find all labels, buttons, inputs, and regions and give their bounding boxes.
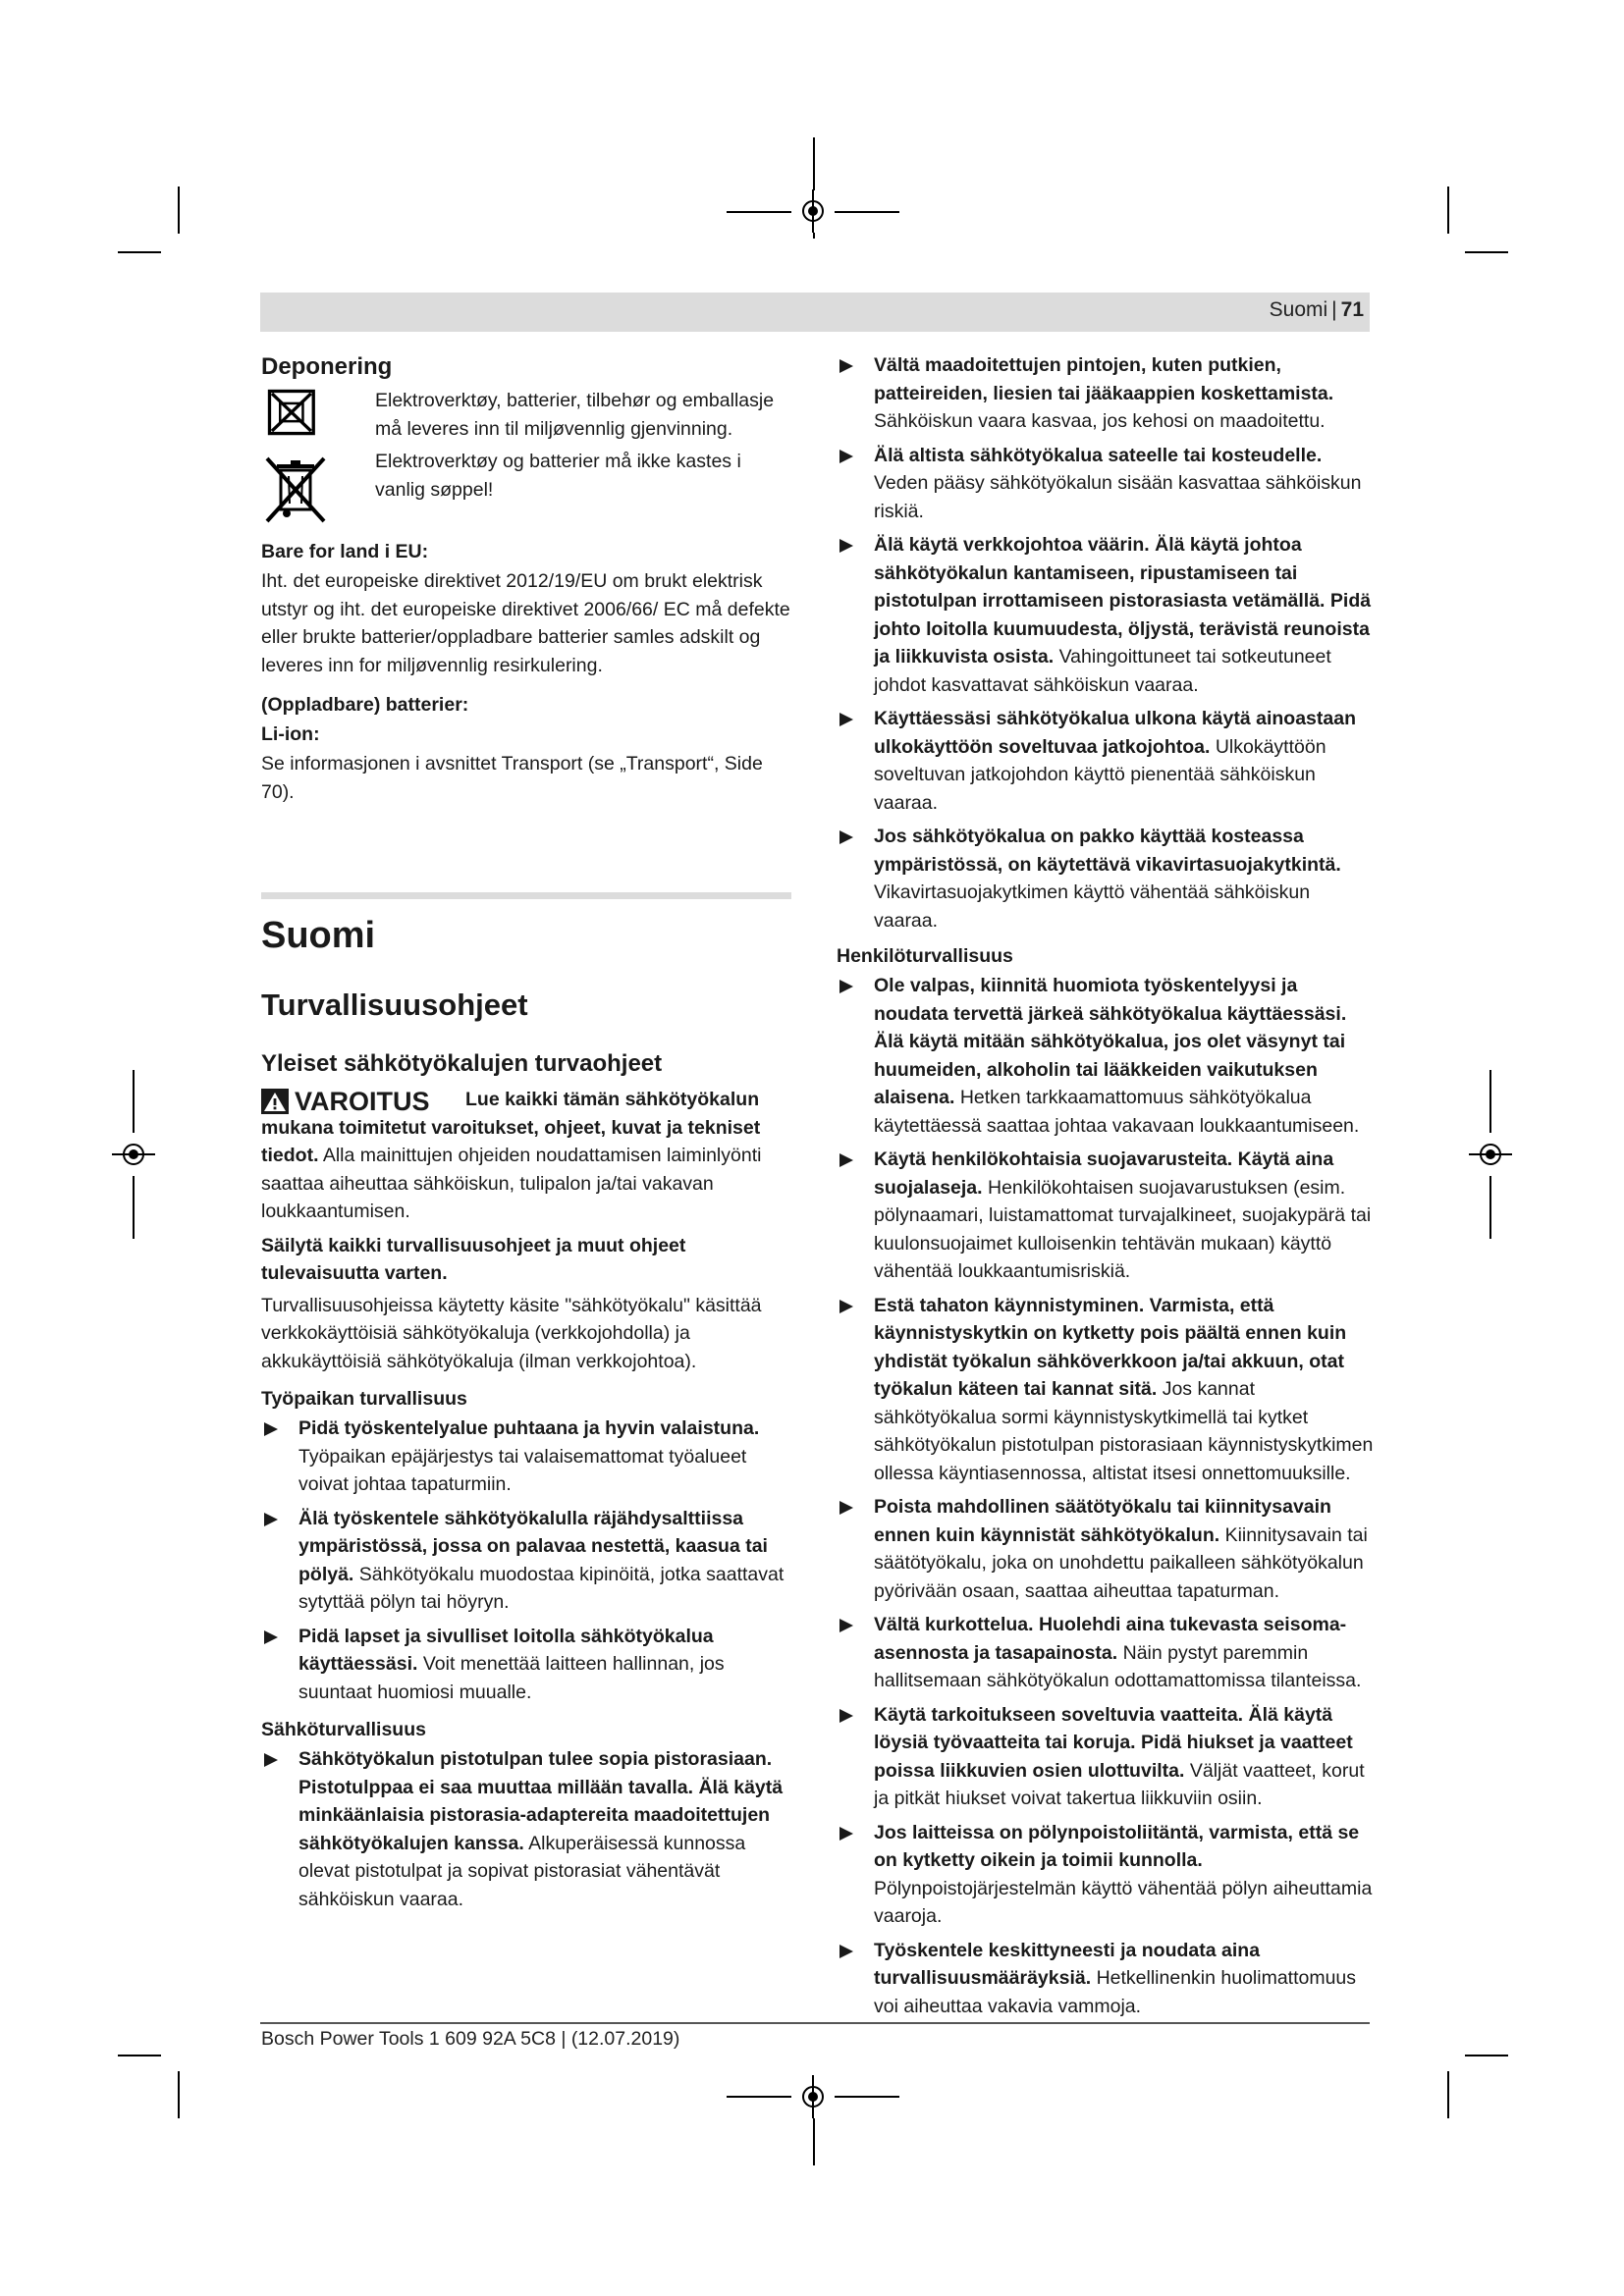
- crop-mark: [1447, 2071, 1449, 2118]
- item-bold: Vältä maadoitettujen pintojen, kuten putkien, patteireiden, liesien tai jääkaappien koskettamista.: [874, 354, 1334, 404]
- crop-mark: [1489, 1176, 1491, 1239]
- warning-text: Alla mainittujen ohjeiden noudattamisen laiminlyönti saattaa aiheuttaa sähköiskun, tulipalon ja/tai vakavan loukkaantumisen.: [261, 1145, 762, 1222]
- safety-title: Turvallisuusohjeet: [261, 988, 528, 1022]
- disposal-text-1: Elektroverktøy, batterier, tilbehør og emballasje må leveres inn til miljøvennlig gjenvinning.: [375, 390, 775, 440]
- item-bold: Älä käytä verkkojohtoa väärin. Älä käytä johtoa sähkötyökalun kantamiseen, ripustamiseen tai pistotulpan irrottamiseen pistorasiasta vetämällä. Pidä johto loitolla kuumuudesta, öljystä, terävistä reunoista ja liikkuvista osista.: [874, 534, 1372, 667]
- item-text: Pölynpoistojärjestelmän käyttö vähentää pölyn aiheuttamia vaaroja.: [874, 1877, 1373, 1927]
- crop-mark: [813, 2118, 815, 2165]
- crossed-bin-icon: [261, 448, 330, 530]
- item-text: Hetken tarkkaamattomuus sähkötyökalua käytettäessä saattaa johtaa vakavaan loukkaantumiseen.: [874, 1087, 1360, 1137]
- deponering-heading: Deponering: [261, 353, 393, 380]
- item-text: Sähkötyökalu muodostaa kipinöitä, jotka saattavat sytyttää pölyn tai höyryn.: [298, 1563, 785, 1613]
- list-item: [837, 705, 1377, 817]
- warning-block: [261, 1086, 791, 1226]
- warning-triangle-icon: [261, 1089, 289, 1114]
- crop-mark: [133, 1070, 135, 1133]
- item-text: Alkuperäisessä kunnossa olevat pistotulpat ja sopivat pistorasiat vähentävät sähköiskun vaaraa.: [298, 1832, 746, 1910]
- item-text: Ulkokäyttöön soveltuvan jatkojohdon käyttö pienentää sähköiskun vaaraa.: [874, 735, 1326, 814]
- liion-text: Se informasjonen i avsnittet Transport (se „Transport“, Side 70).: [261, 753, 763, 803]
- crop-mark: [1465, 251, 1508, 253]
- list-item: [261, 1745, 791, 1913]
- list-item: [837, 1701, 1377, 1813]
- item-text: Työpaikan epäjärjestys tai valaisemattomat työalueet voivat johtaa tapaturmiin.: [298, 1445, 747, 1495]
- keep-instructions: Säilytä kaikki turvallisuusohjeet ja muut ohjeet tulevaisuutta varten.: [261, 1234, 686, 1284]
- item-bold: Pidä lapset ja sivulliset loitolla sähkötyökalua käyttäessäsi.: [298, 1625, 714, 1675]
- batteries-heading: (Oppladbare) batterier:: [261, 694, 469, 716]
- workplace-list: [261, 1415, 791, 1706]
- list-item: [837, 1819, 1377, 1931]
- item-bold: Ole valpas, kiinnitä huomiota työskentelyysi ja noudata tervettä järkeä sähkötyökalua käyttäessäsi. Älä käytä mitään sähkötyökalua, jos olet väsynyt tai huumeiden, alkoholin tai lääkkeiden vaikutuksen alaisena.: [874, 975, 1347, 1108]
- crop-mark: [727, 211, 791, 213]
- item-bold: Älä työskentele sähkötyökalulla räjähdysalttiissa ympäristössä, jossa on palavaa nestettä, kaasua tai pölyä.: [298, 1507, 768, 1585]
- eu-text: Iht. det europeiske direktivet 2012/19/EU om brukt elektrisk utstyr og iht. det europeiske direktivet 2006/66/ EC må defekte eller brukte batterier/oppladbare batterier samles adskilt og leveres inn for miljøvennlig resirkulering.: [261, 570, 790, 676]
- registration-mark-icon: [791, 2075, 835, 2118]
- page-number: 71: [1340, 298, 1364, 321]
- registration-mark-icon: [791, 189, 835, 233]
- item-bold: Käytä henkilökohtaisia suojavarusteita. Käytä aina suojalaseja.: [874, 1148, 1334, 1199]
- item-text: Väljät vaatteet, korut ja pitkät hiukset voivat takertua liikkuviin osiin.: [874, 1759, 1365, 1809]
- item-text: Jos kannat sähkötyökalua sormi käynnistyskytkimellä tai kytket sähkötyökalun pistotulpan pistorasiaan käynnistyskytkimen ollessa käyntiasennossa, altistat itsesi onnettomuuksille.: [874, 1378, 1374, 1484]
- workplace-heading: Työpaikan turvallisuus: [261, 1388, 467, 1410]
- item-bold: Käyttäessäsi sähkötyökalua ulkona käytä ainoastaan ulkokäyttöön soveltuvaa jatkojohtoa.: [874, 708, 1356, 758]
- item-text: Henkilökohtaisen suojavarustuksen (esim. pölynaamari, luistamattomat turvajalkineet, suojakypärä tai kuulonsuojaimet kulloisenkin tehtävän mukaan) käyttö vähentää loukkaantumisriskiä.: [874, 1176, 1372, 1282]
- item-bold: Pidä työskentelyalue puhtaana ja hyvin valaistuna.: [298, 1417, 760, 1439]
- liion-heading: Li-ion:: [261, 723, 320, 745]
- crop-mark: [835, 211, 899, 213]
- footer-text: Bosch Power Tools 1 609 92A 5C8 | (12.07.2019): [261, 2028, 680, 2050]
- footer-divider: [260, 2022, 1370, 2024]
- page-number-label: [1270, 298, 1364, 322]
- registration-mark-icon: [112, 1133, 155, 1176]
- list-item: [837, 1937, 1377, 2021]
- crop-mark: [178, 187, 180, 234]
- list-item: [837, 442, 1377, 526]
- crop-mark: [727, 2096, 791, 2098]
- crop-mark: [1489, 1070, 1491, 1133]
- left-column: [261, 351, 791, 1919]
- item-bold: Työskentele keskittyneesti ja noudata aina turvallisuusmääräyksiä.: [874, 1939, 1261, 1989]
- list-item: [837, 351, 1377, 436]
- personal-list: [837, 972, 1377, 2020]
- crop-mark: [118, 251, 161, 253]
- item-text: Vahingoittuneet tai sotkeutuneet johdot kasvattavat sähköiskun vaaraa.: [874, 646, 1331, 696]
- eu-heading: Bare for land i EU:: [261, 541, 429, 562]
- header-section: Suomi: [1269, 298, 1328, 321]
- electrical-list-cont: [837, 351, 1377, 934]
- item-text: Veden pääsy sähkötyökalun sisään kasvattaa sähköiskun riskiä.: [874, 472, 1362, 522]
- crop-mark: [1465, 2055, 1508, 2056]
- warning-badge: [261, 1086, 465, 1117]
- language-divider: [261, 892, 791, 899]
- right-column: [837, 351, 1377, 2026]
- list-item: [261, 1415, 791, 1499]
- item-bold: Estä tahaton käynnistyminen. Varmista, että käynnistyskytkin on kytketty pois päältä ennen kuin yhdistät työkalun sähköverkkoon ja/tai akkuun, otat työkalun käteen tai kannat sitä.: [874, 1294, 1347, 1400]
- item-text: Vikavirtasuojakytkimen käyttö vähentää sähköiskun vaaraa.: [874, 881, 1311, 932]
- term-text: Turvallisuusohjeissa käytetty käsite "sähkötyökalu" käsittää verkkokäyttöisiä sähkötyökaluja (verkkojohdolla) ja akkukäyttöisiä sähkötyökaluja (ilman verkkojohtoa).: [261, 1294, 762, 1372]
- item-bold: Käytä tarkoitukseen soveltuvia vaatteita. Älä käytä löysiä työvaatteita tai koruja. Pidä hiukset ja vaatteet poissa liikkuvien osien ulottuvilta.: [874, 1703, 1353, 1782]
- warning-label: VAROITUS: [295, 1087, 430, 1116]
- list-item: [837, 1611, 1377, 1695]
- crop-mark: [813, 137, 815, 190]
- item-text: Voit menettää laitteen hallinnan, jos suuntaat huomiosi muualle.: [298, 1653, 725, 1703]
- item-bold: Vältä kurkottelua. Huolehdi aina tukevasta seisoma-asennosta ja tasapainosta.: [874, 1614, 1347, 1664]
- item-bold: Jos laitteissa on pölynpoistoliitäntä, varmista, että se on kytketty oikein ja toimii kunnolla.: [874, 1821, 1360, 1871]
- item-text: Hetkellinenkin huolimattomuus voi aiheuttaa vakavia vammoja.: [874, 1967, 1357, 2017]
- personal-heading: Henkilöturvallisuus: [837, 945, 1013, 967]
- electrical-heading: Sähköturvallisuus: [261, 1719, 426, 1740]
- header-separator: |: [1331, 298, 1337, 321]
- list-item: [837, 1493, 1377, 1605]
- crop-mark: [813, 233, 815, 239]
- crop-mark: [835, 2096, 899, 2098]
- electrical-list: [261, 1745, 791, 1913]
- item-bold: Sähkötyökalun pistotulpan tulee sopia pistorasiaan. Pistotulppaa ei saa muuttaa millään tavalla. Älä käytä minkäänlaisia pistorasia-adaptereita maadoitettujen sähkötyökalujen kanssa.: [298, 1748, 784, 1854]
- list-item: [837, 823, 1377, 934]
- list-item: [261, 1623, 791, 1707]
- list-item: [837, 972, 1377, 1140]
- item-bold: Jos sähkötyökalua on pakko käyttää kosteassa ympäristössä, on käytettävä vikavirtasuojakytkintä.: [874, 826, 1341, 876]
- crop-mark: [118, 2055, 161, 2056]
- disposal-text-2: Elektroverktøy og batterier må ikke kastes i vanlig søppel!: [375, 451, 741, 501]
- warning-bold: Lue kaikki tämän sähkötyökalun mukana toimitetut varoitukset, ohjeet, kuvat ja tekniset tiedot.: [261, 1089, 761, 1166]
- crop-mark: [1447, 187, 1449, 234]
- registration-mark-icon: [1469, 1133, 1512, 1176]
- list-item: [837, 531, 1377, 699]
- crop-mark: [178, 2071, 180, 2118]
- item-bold: Älä altista sähkötyökalua sateelle tai kosteudelle.: [874, 444, 1323, 466]
- page-header: [260, 293, 1370, 332]
- list-item: [261, 1505, 791, 1617]
- no-household-waste-icon: [261, 389, 330, 446]
- item-text: Kiinnitysavain tai säätötyökalu, joka on unohdettu paikalleen sähkötyökalun pyörivään osaan, saattaa aiheuttaa tapaturman.: [874, 1523, 1368, 1602]
- list-item: [837, 1146, 1377, 1286]
- item-text: Näin pystyt paremmin hallitsemaan sähkötyökalun odottamattomissa tilanteissa.: [874, 1641, 1362, 1691]
- crop-mark: [133, 1176, 135, 1239]
- list-item: [837, 1292, 1377, 1488]
- item-bold: Poista mahdollinen säätötyökalu tai kiinnitysavain ennen kuin käynnistät sähkötyökalun.: [874, 1496, 1331, 1546]
- disposal-row-1: [261, 387, 791, 446]
- language-title: Suomi: [261, 915, 376, 956]
- disposal-row-2: [261, 448, 791, 530]
- item-text: Sähköiskun vaara kasvaa, jos kehosi on maadoitettu.: [874, 410, 1326, 432]
- general-safety-title: Yleiset sähkötyökalujen turvaohjeet: [261, 1050, 663, 1077]
